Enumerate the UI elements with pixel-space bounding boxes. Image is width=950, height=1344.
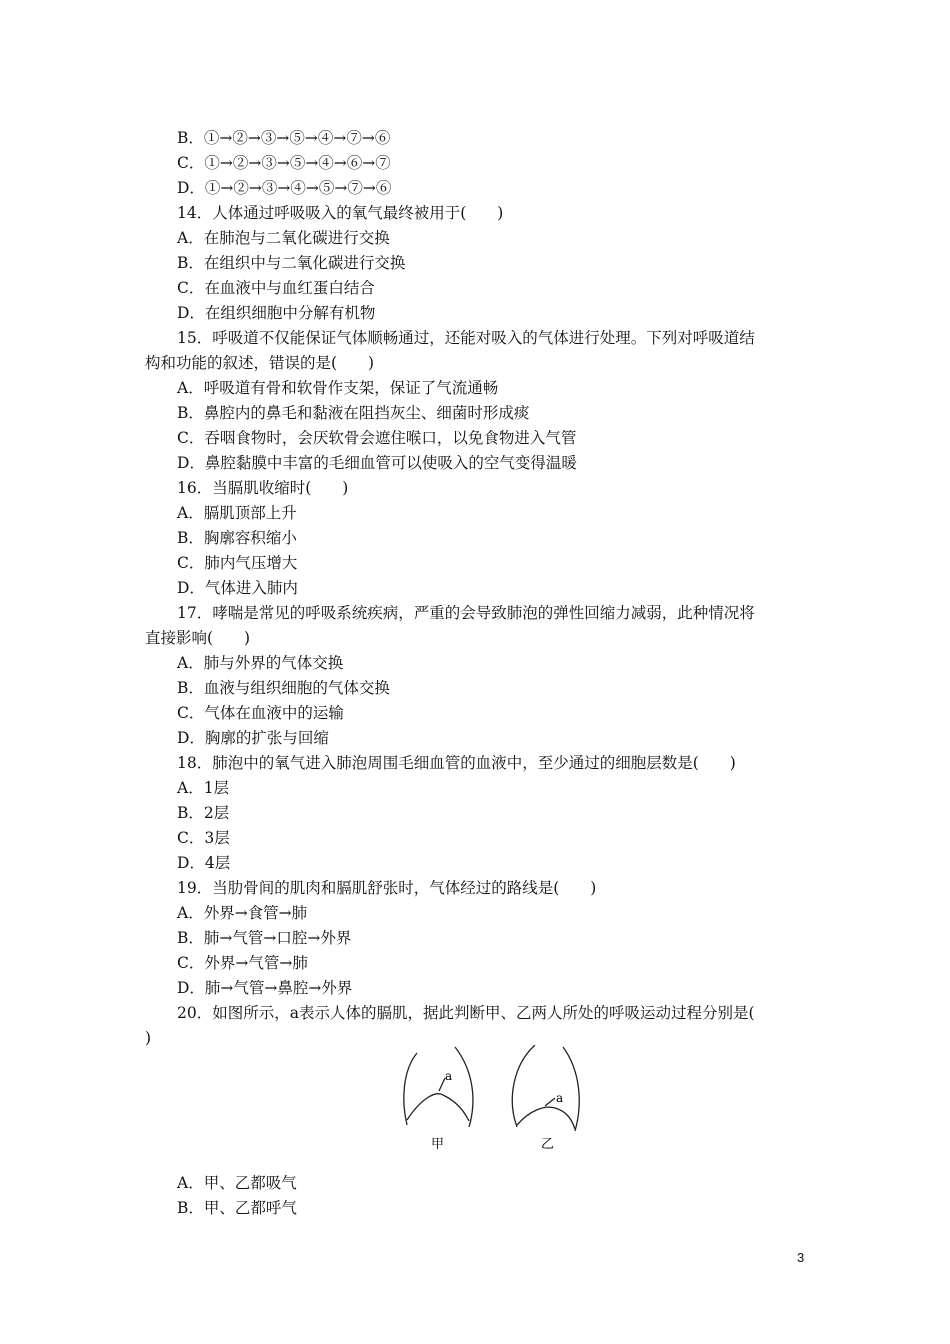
q20-option-a: A．甲、乙都吸气 (177, 1174, 297, 1192)
q19-option-d: D．肺→气管→鼻腔→外界 (177, 979, 353, 997)
page-number: 3 (797, 1250, 805, 1265)
diaphragm-figure (395, 1045, 595, 1155)
q15-option-a: A．呼吸道有骨和软骨作支架，保证了气流通畅 (177, 379, 499, 397)
q20-option-b: B．甲、乙都呼气 (177, 1199, 297, 1217)
q17-option-a: A．肺与外界的气体交换 (177, 654, 344, 672)
q15-option-d: D．鼻腔黏膜中丰富的毛细血管可以使吸入的空气变得温暖 (177, 454, 577, 472)
q17-option-c: C．气体在血液中的运输 (177, 704, 344, 722)
q16-option-b: B．胸廓容积缩小 (177, 529, 297, 547)
q14-option-a: A．在肺泡与二氧化碳进行交换 (177, 229, 390, 247)
q18-stem: 18．肺泡中的氧气进入肺泡周围毛细血管的血液中，至少通过的细胞层数是( ) (177, 754, 736, 772)
right-marker-label: a (556, 1091, 564, 1105)
q17-stem-continued: 直接影响( ) (145, 629, 251, 647)
q13-option-c: C．①→②→③→⑤→④→⑥→⑦ (177, 154, 391, 172)
q17-option-b: B．血液与组织细胞的气体交换 (177, 679, 390, 697)
q16-option-c: C．肺内气压增大 (177, 554, 298, 572)
q16-stem: 16．当膈肌收缩时( ) (177, 479, 349, 497)
q15-stem-continued: 构和功能的叙述，错误的是( ) (145, 354, 375, 372)
q20-stem-continued: ) (145, 1029, 152, 1047)
q18-option-d: D．4层 (177, 854, 231, 872)
q18-option-a: A．1层 (177, 779, 230, 797)
q19-option-a: A．外界→食管→肺 (177, 904, 308, 922)
q15-option-c: C．吞咽食物时，会厌软骨会遮住喉口，以免食物进入气管 (177, 429, 577, 447)
figure-left (404, 1047, 473, 1127)
right-chest-outline-right (563, 1047, 579, 1131)
q14-option-b: B．在组织中与二氧化碳进行交换 (177, 254, 406, 272)
q15-option-b: B．鼻腔内的鼻毛和黏液在阻挡灰尘、细菌时形成痰 (177, 404, 530, 422)
q14-option-c: C．在血液中与血红蛋白结合 (177, 279, 375, 297)
q18-option-c: C．3层 (177, 829, 230, 847)
left-diaphragm-line (407, 1094, 469, 1121)
right-diaphragm-line (517, 1107, 575, 1129)
left-figure-label: 甲 (431, 1137, 445, 1152)
q19-option-c: C．外界→气管→肺 (177, 954, 308, 972)
q19-option-b: B．肺→气管→口腔→外界 (177, 929, 352, 947)
q19-stem: 19．当肋骨间的肌肉和膈肌舒张时，气体经过的路线是( ) (177, 879, 597, 897)
right-chest-outline-left (512, 1045, 535, 1127)
figure-right (512, 1045, 579, 1131)
q15-stem: 15．呼吸道不仅能保证气体顺畅通过，还能对吸入的气体进行处理。下列对呼吸道结 (177, 329, 755, 347)
q16-option-a: A．膈肌顶部上升 (177, 504, 297, 522)
left-marker-label: a (445, 1069, 453, 1083)
diaphragm-diagram (395, 1045, 595, 1155)
right-figure-label: 乙 (541, 1137, 555, 1152)
q16-option-d: D．气体进入肺内 (177, 579, 298, 597)
q13-option-b: B．①→②→③→⑤→④→⑦→⑥ (177, 129, 391, 147)
right-marker-leader (545, 1098, 555, 1106)
q14-option-d: D．在组织细胞中分解有机物 (177, 304, 376, 322)
q20-stem: 20．如图所示，a表示人体的膈肌，据此判断甲、乙两人所处的呼吸运动过程分别是( (177, 1004, 755, 1022)
q18-option-b: B．2层 (177, 804, 230, 822)
q14-stem: 14．人体通过呼吸吸入的氧气最终被用于( ) (177, 204, 504, 222)
q17-stem: 17．哮喘是常见的呼吸系统疾病，严重的会导致肺泡的弹性回缩力减弱，此种情况将 (177, 604, 755, 622)
q17-option-d: D．胸廓的扩张与回缩 (177, 729, 329, 747)
q13-option-d: D．①→②→③→④→⑤→⑦→⑥ (177, 179, 392, 197)
left-chest-outline-right (455, 1047, 473, 1127)
